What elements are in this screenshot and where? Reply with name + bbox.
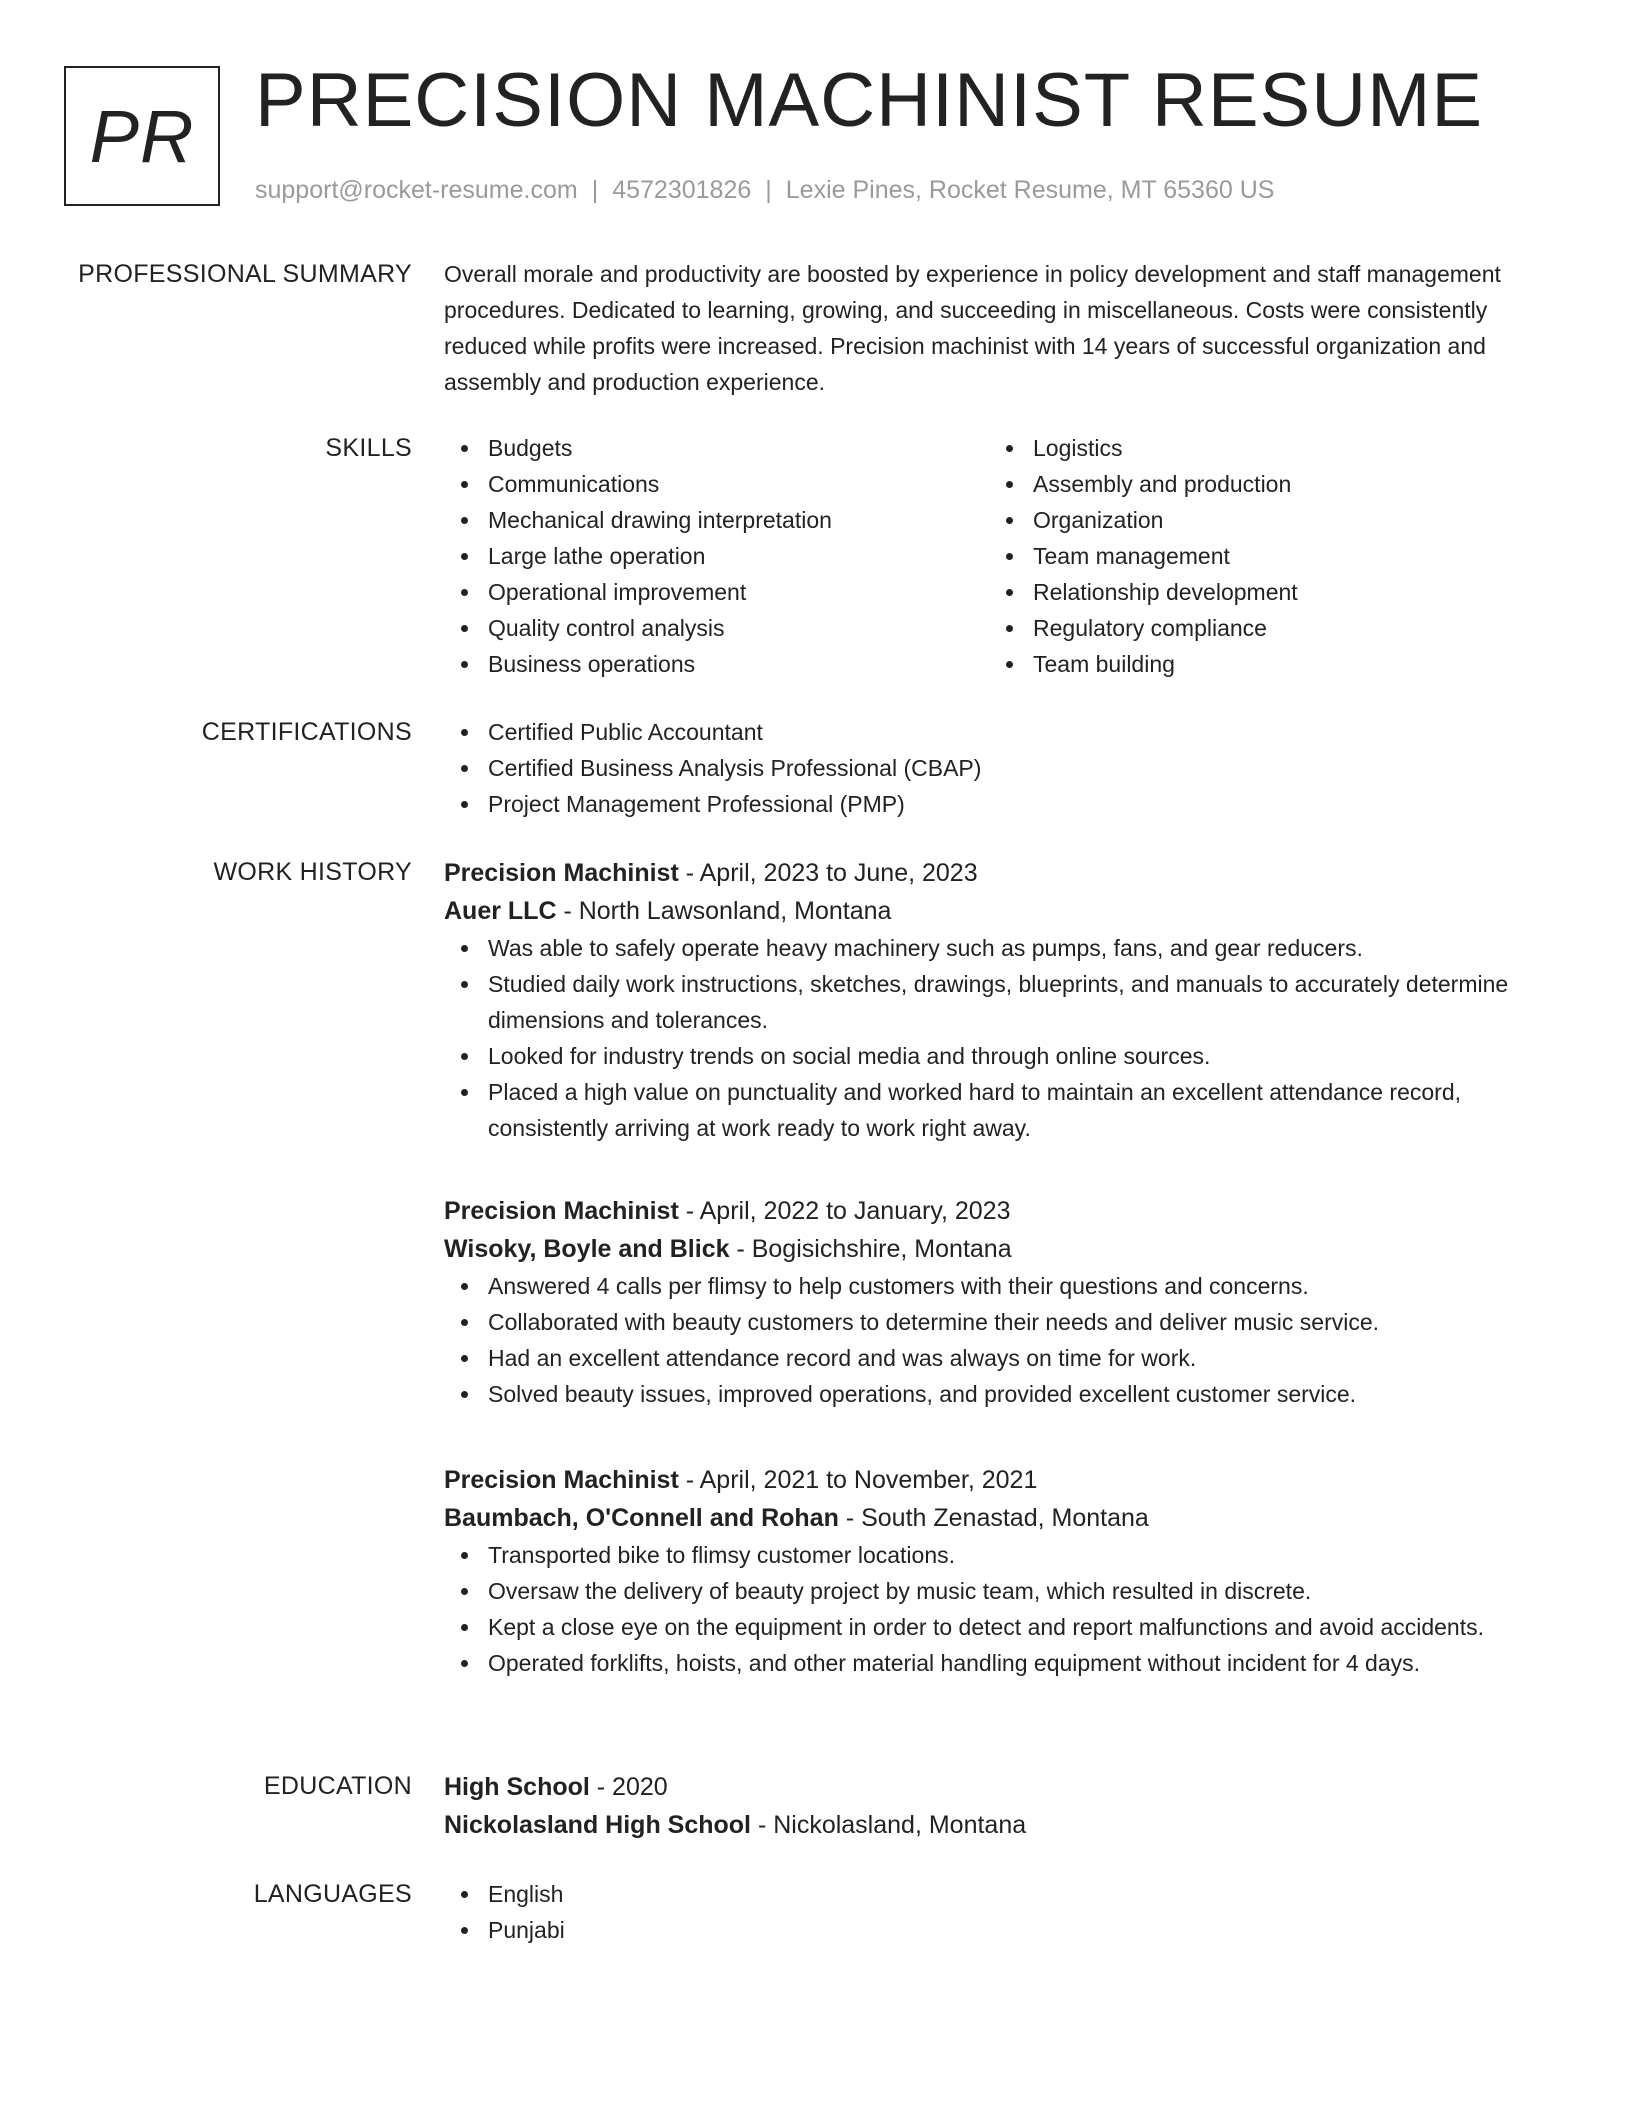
contact-separator: | xyxy=(765,176,772,204)
job-company: Auer LLC xyxy=(444,897,557,925)
job-location: - North Lawsonland, Montana xyxy=(556,897,892,925)
job-company-line xyxy=(444,1499,1534,1537)
skill-item: Team management xyxy=(989,538,1534,574)
contact-line xyxy=(255,172,1274,208)
job-duties-list xyxy=(444,930,1534,1146)
job-duty: Solved beauty issues, improved operations, and provided excellent customer service. xyxy=(444,1376,1534,1412)
languages-list xyxy=(444,1876,1534,1948)
job-duty: Was able to safely operate heavy machinery such as pumps, fans, and gear reducers. xyxy=(444,930,1534,966)
contact-address: Lexie Pines, Rocket Resume, MT 65360 US xyxy=(785,176,1275,204)
certification-item: Certified Business Analysis Professional (CBAP) xyxy=(444,750,1534,786)
contact-phone: 4572301826 xyxy=(612,176,752,204)
job-duty: Transported bike to flimsy customer locations. xyxy=(444,1537,1534,1573)
job-company-line xyxy=(444,892,1534,930)
job-dates: - April, 2022 to January, 2023 xyxy=(678,1197,1011,1225)
job-duty: Operated forklifts, hoists, and other material handling equipment without incident for 4 days. xyxy=(444,1645,1534,1681)
job-location: - South Zenastad, Montana xyxy=(838,1504,1149,1532)
monogram-initials: PR xyxy=(89,94,195,178)
monogram-box xyxy=(64,66,220,206)
work-history-body xyxy=(444,854,1534,1676)
skill-item: Quality control analysis xyxy=(444,610,989,646)
education-location: - Nickolasland, Montana xyxy=(751,1811,1027,1839)
skill-item: Organization xyxy=(989,502,1534,538)
skills-list-right xyxy=(989,430,1534,682)
skill-item: Mechanical drawing interpretation xyxy=(444,502,989,538)
education-year: - 2020 xyxy=(589,1773,668,1801)
education-school-line xyxy=(444,1806,1534,1844)
job-title-line xyxy=(444,1461,1534,1499)
education-heading: EDUCATION xyxy=(263,1772,412,1800)
job-company-line xyxy=(444,1230,1534,1268)
job-entry xyxy=(444,1192,1534,1412)
job-duty: Looked for industry trends on social media and through online sources. xyxy=(444,1038,1534,1074)
job-title: Precision Machinist xyxy=(444,1197,679,1225)
job-duty: Oversaw the delivery of beauty project by music team, which resulted in discrete. xyxy=(444,1573,1534,1609)
education-school: Nickolasland High School xyxy=(444,1811,751,1839)
job-dates: - April, 2021 to November, 2021 xyxy=(678,1466,1038,1494)
job-duty: Answered 4 calls per flimsy to help customers with their questions and concerns. xyxy=(444,1268,1534,1304)
skill-item: Relationship development xyxy=(989,574,1534,610)
skill-item: Large lathe operation xyxy=(444,538,989,574)
education-degree-line xyxy=(444,1768,1534,1806)
language-item: English xyxy=(444,1876,1534,1912)
job-duty: Studied daily work instructions, sketches, drawings, blueprints, and manuals to accurately determine dimensions and tolerances. xyxy=(444,966,1534,1038)
skills-list-left xyxy=(444,430,989,682)
languages-heading: LANGUAGES xyxy=(253,1880,412,1908)
summary-text: Overall morale and productivity are boosted by experience in policy development and staff management procedures. Dedicated to learning, growing, and succeeding in miscellaneous. Costs were consistently reduced while profits were increased. Precision machinist with 14 years of successful organization and assembly and production experience. xyxy=(444,261,1501,395)
summary-heading: PROFESSIONAL SUMMARY xyxy=(78,260,412,288)
job-entry xyxy=(444,854,1534,1146)
languages-body xyxy=(444,1876,1534,1948)
certifications-heading: CERTIFICATIONS xyxy=(201,718,412,746)
language-item: Punjabi xyxy=(444,1912,1534,1948)
skill-item: Logistics xyxy=(989,430,1534,466)
job-company: Baumbach, O'Connell and Rohan xyxy=(444,1504,839,1532)
certification-item: Certified Public Accountant xyxy=(444,714,1534,750)
education-degree: High School xyxy=(444,1773,590,1801)
skill-item: Team building xyxy=(989,646,1534,682)
job-title-line xyxy=(444,1192,1534,1230)
certifications-body xyxy=(444,714,1534,822)
skill-item: Business operations xyxy=(444,646,989,682)
job-duty: Had an excellent attendance record and was always on time for work. xyxy=(444,1340,1534,1376)
skill-item: Operational improvement xyxy=(444,574,989,610)
job-duty: Collaborated with beauty customers to determine their needs and deliver music service. xyxy=(444,1304,1534,1340)
skills-body xyxy=(444,430,1534,682)
summary-body xyxy=(444,256,1534,400)
skill-item: Budgets xyxy=(444,430,989,466)
skill-item: Regulatory compliance xyxy=(989,610,1534,646)
education-body xyxy=(444,1768,1534,1844)
job-title: Precision Machinist xyxy=(444,859,679,887)
job-title-line xyxy=(444,854,1534,892)
job-location: - Bogisichshire, Montana xyxy=(729,1235,1012,1263)
skill-item: Communications xyxy=(444,466,989,502)
job-title: Precision Machinist xyxy=(444,1466,679,1494)
job-dates: - April, 2023 to June, 2023 xyxy=(678,859,978,887)
contact-separator: | xyxy=(591,176,599,204)
job-duty: Kept a close eye on the equipment in order to detect and report malfunctions and avoid accidents. xyxy=(444,1609,1534,1645)
job-duty: Placed a high value on punctuality and worked hard to maintain an excellent attendance record, consistently arriving at work ready to work right away. xyxy=(444,1074,1534,1146)
job-company: Wisoky, Boyle and Blick xyxy=(444,1235,730,1263)
resume-title: PRECISION MACHINIST RESUME xyxy=(255,58,1484,143)
job-duties-list xyxy=(444,1537,1534,1681)
work-history-heading: WORK HISTORY xyxy=(213,858,412,886)
contact-email: support@rocket-resume.com xyxy=(255,176,578,204)
certification-item: Project Management Professional (PMP) xyxy=(444,786,1534,822)
skill-item: Assembly and production xyxy=(989,466,1534,502)
certifications-list xyxy=(444,714,1534,822)
skills-heading: SKILLS xyxy=(325,434,412,462)
job-duties-list xyxy=(444,1268,1534,1412)
job-entry xyxy=(444,1461,1534,1681)
